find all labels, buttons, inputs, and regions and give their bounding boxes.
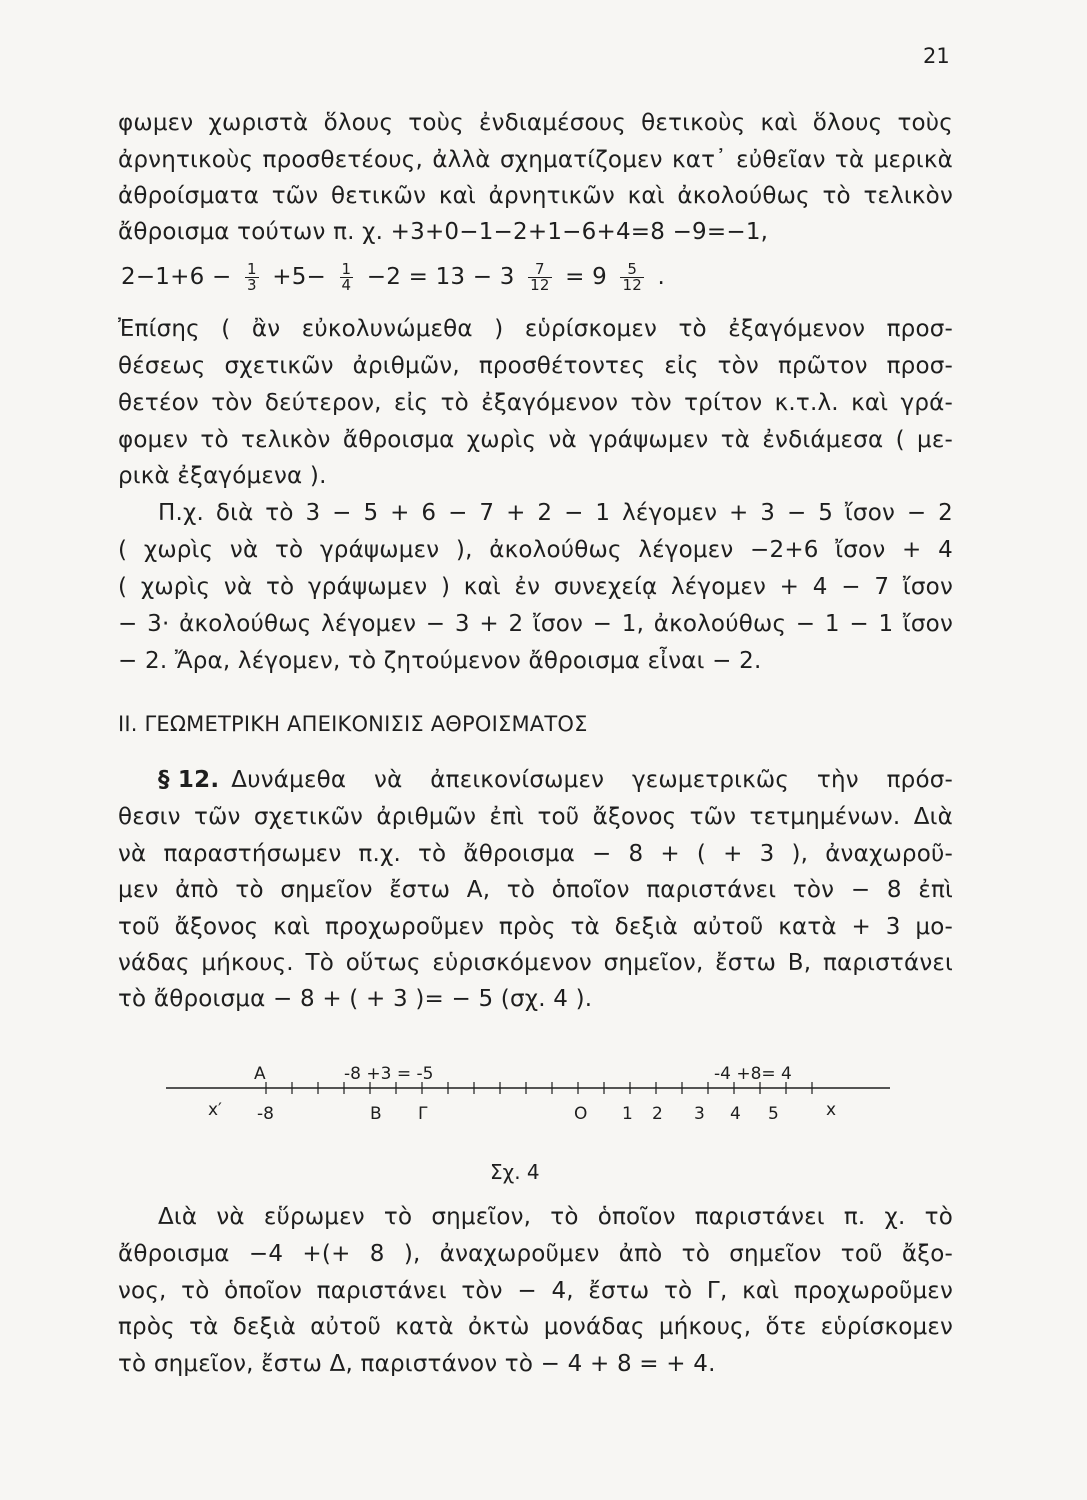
book-page (118, 0, 958, 1500)
formula-line (121, 262, 665, 293)
fraction-denominator: 12 (622, 276, 642, 294)
text-line: ( χωρὶς νὰ τὸ γράψωμεν ), ἀκολούθως λέγομεν −2+6 ἴσον + 4 (118, 537, 953, 563)
text-line: νὰ παραστήσωμεν π.χ. τὸ ἄθροισμα − 8 + ( + 3 ), ἀναχωροῦ- (118, 841, 953, 867)
formula-part: = 9 (565, 264, 607, 290)
text-line: Π.χ. διὰ τὸ 3 − 5 + 6 − 7 + 2 − 1 λέγομεν + 3 − 5 ἴσον − 2 (158, 500, 953, 526)
label-sum-1: -8 +3 = -5 (344, 1064, 434, 1084)
fraction-numerator: 7 (528, 262, 552, 278)
page-number: 21 (923, 44, 950, 68)
text-line: Δυνάμεθα νὰ ἀπεικονίσωμεν γεωμετρικῶς τὴν πρόσ- (231, 767, 953, 793)
text-line: ἄθροισμα τούτων π. χ. +3+0−1−2+1−6+4=8 −9=−1, (118, 219, 769, 245)
label-minus-8: -8 (257, 1104, 274, 1124)
text-line: Διὰ νὰ εὕρωμεν τὸ σημεῖον, τὸ ὁποῖον παριστάνει π. χ. τὸ (158, 1204, 953, 1230)
fraction-denominator: 4 (341, 276, 352, 294)
text-line: − 3· ἀκολούθως λέγομεν − 3 + 2 ἴσον − 1, ἀκολούθως − 1 − 1 ἴσον (118, 611, 953, 637)
section-12-first-line (158, 767, 953, 793)
text-line: ( χωρὶς νὰ τὸ γράψωμεν ) καὶ ἐν συνεχείᾳ λέγομεν + 4 − 7 ἴσον (118, 574, 953, 600)
text-line: θέσεως σχετικῶν ἀριθμῶν, προσθέτοντες εἰς τὸν πρῶτον προσ- (118, 353, 953, 379)
text-line: ρικὰ ἐξαγόμενα ). (118, 463, 327, 489)
text-line: ἀρνητικοὺς προσθετέους, ἀλλὰ σχηματίζομεν κατ᾽ εὐθεῖαν τὰ μερικὰ (118, 147, 953, 173)
fraction (620, 262, 644, 293)
text-line: πρὸς τὰ δεξιὰ αὐτοῦ κατὰ ὀκτὼ μονάδας μήκους, ὅτε εὑρίσκομεν (118, 1314, 953, 1340)
formula-part: −2 = 13 − 3 (366, 264, 515, 290)
text-line: − 2. Ἄρα, λέγομεν, τὸ ζητούμενον ἄθροισμα εἶναι − 2. (118, 648, 762, 674)
label-A: A (254, 1064, 266, 1084)
text-line: τὸ σημεῖον, ἔστω Δ, παριστάνον τὸ − 4 + 8 = + 4. (118, 1351, 716, 1377)
label-2: 2 (652, 1104, 663, 1124)
fraction-numerator: 1 (246, 260, 257, 278)
label-x-prime: x′ (208, 1100, 222, 1120)
figure-caption: Σχ. 4 (490, 1160, 540, 1184)
text-line: ἄθροισμα −4 +(+ 8 ), ἀναχωροῦμεν ἀπὸ τὸ σημεῖον τοῦ ἄξο- (118, 1241, 953, 1267)
text-line: Ἐπίσης ( ἂν εὐκολυνώμεθα ) εὑρίσκομεν τὸ ἐξαγόμενον προσ- (118, 316, 953, 342)
text-line: φωμεν χωριστὰ ὅλους τοὺς ἐνδιαμέσους θετικοὺς καὶ ὅλους τοὺς (118, 110, 953, 136)
text-line: τοῦ ἄξονος καὶ προχωροῦμεν πρὸς τὰ δεξιὰ αὐτοῦ κατὰ + 3 μο- (118, 914, 953, 940)
fraction-numerator: 1 (341, 260, 352, 278)
fraction (340, 262, 354, 293)
label-4: 4 (730, 1104, 741, 1124)
fraction (245, 262, 259, 293)
fraction-numerator: 5 (620, 262, 644, 278)
section-label: § 12. (158, 767, 220, 793)
text-line: νος, τὸ ὁποῖον παριστάνει τὸν − 4, ἔστω τὸ Γ, καὶ προχωροῦμεν (118, 1278, 953, 1304)
fraction-denominator: 12 (530, 276, 550, 294)
label-sum-2: -4 +8= 4 (714, 1064, 792, 1084)
fraction-denominator: 3 (246, 276, 257, 294)
text-line: θεσιν τῶν σχετικῶν ἀριθμῶν ἐπὶ τοῦ ἄξονος τῶν τετμημένων. Διὰ (118, 804, 953, 830)
text-line: μεν ἀπὸ τὸ σημεῖον ἔστω Α, τὸ ὁποῖον παριστάνει τὸν − 8 ἐπὶ (118, 877, 953, 903)
text-line: θετέον τὸν δεύτερον, εἰς τὸ ἐξαγόμενον τὸν τρίτον κ.τ.λ. καὶ γρά- (118, 390, 953, 416)
label-5: 5 (768, 1104, 779, 1124)
formula-part: . (657, 264, 665, 290)
text-line: ἀθροίσματα τῶν θετικῶν καὶ ἀρνητικῶν καὶ ἀκολούθως τὸ τελικὸν (118, 183, 953, 209)
text-line: τὸ ἄθροισμα − 8 + ( + 3 )= − 5 (σχ. 4 ). (118, 986, 593, 1012)
label-G: Γ (418, 1104, 428, 1124)
label-B: B (370, 1104, 382, 1124)
label-3: 3 (694, 1104, 705, 1124)
label-origin: O (574, 1104, 588, 1124)
text-line: νάδας μήκους. Τὸ οὕτως εὑρισκόμενον σημεῖον, ἔστω Β, παριστάνει (118, 950, 953, 976)
number-line-figure (118, 1060, 958, 1190)
section-heading: ΙΙ. ΓΕΩΜΕΤΡΙΚΗ ΑΠΕΙΚΟΝΙΣΙΣ ΑΘΡΟΙΣΜΑΤΟΣ (118, 712, 588, 736)
formula-part: +5− (272, 264, 326, 290)
label-x: x (826, 1100, 837, 1120)
formula-part: 2−1+6 − (121, 264, 232, 290)
text-line: φομεν τὸ τελικὸν ἄθροισμα χωρὶς νὰ γράψωμεν τὰ ἐνδιάμεσα ( με- (118, 427, 953, 453)
fraction (528, 262, 552, 293)
label-1: 1 (622, 1104, 633, 1124)
